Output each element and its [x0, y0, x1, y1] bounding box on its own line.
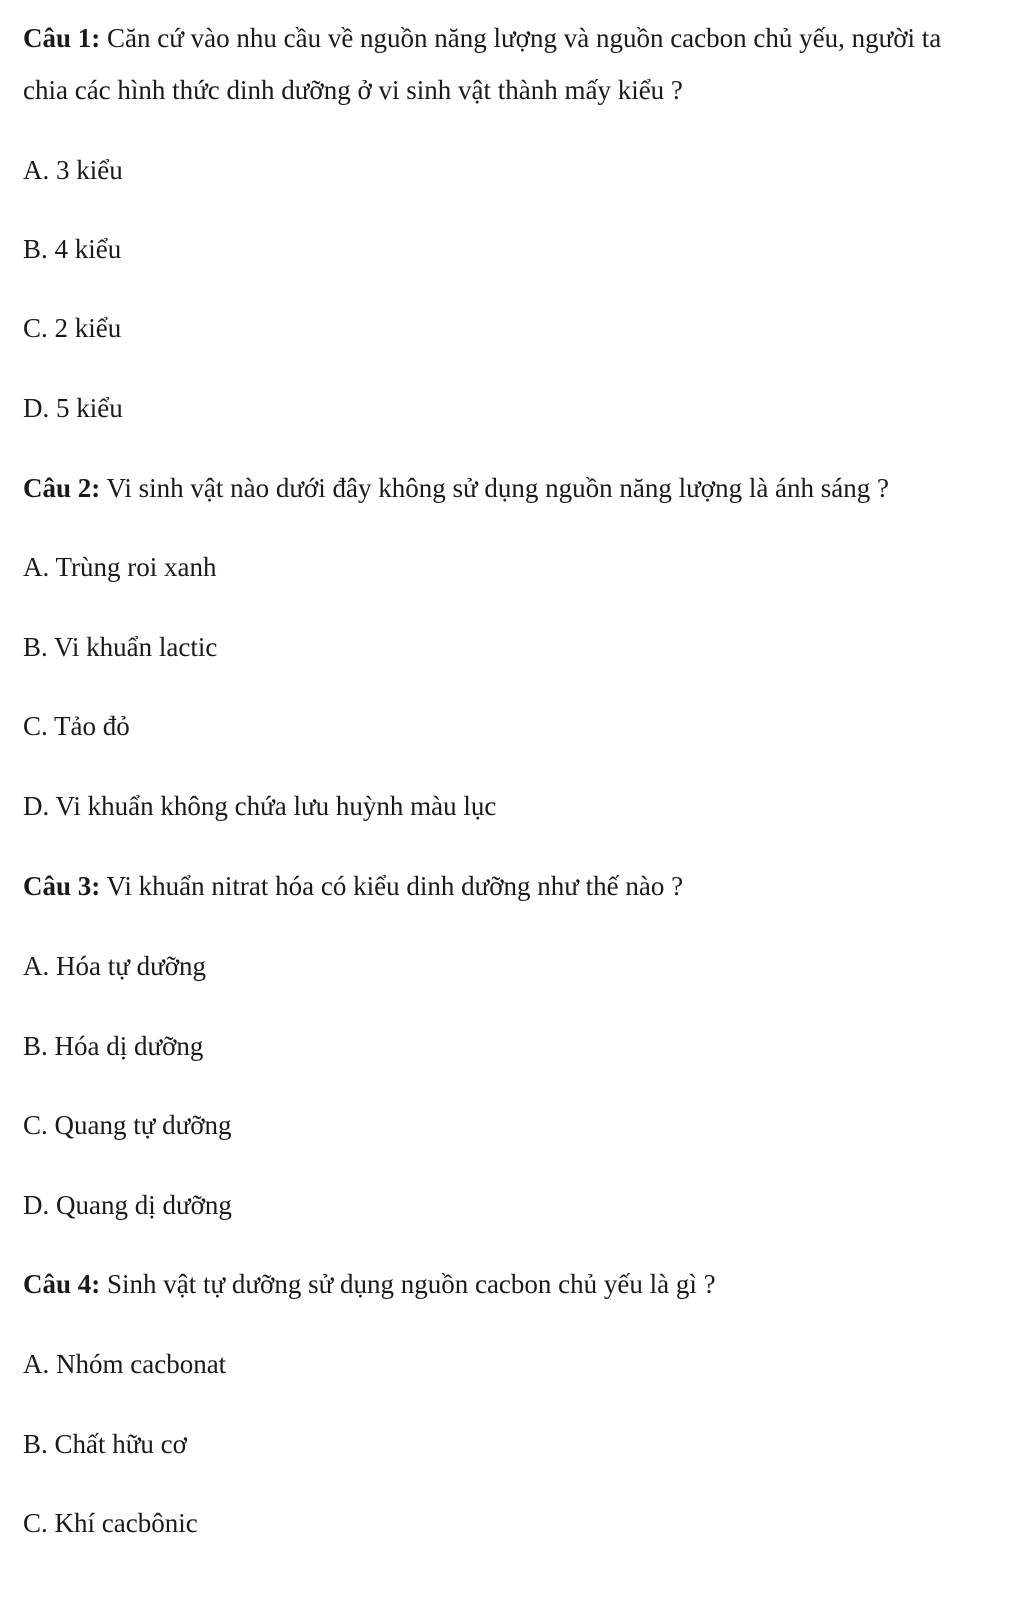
question-3-option-b: B. Hóa dị dưỡng: [23, 1031, 204, 1061]
question-1-label: Câu 1:: [23, 23, 101, 53]
question-1-text: Căn cứ vào nhu cầu về nguồn năng lượng và nguồn cacbon chủ yếu, người ta: [100, 23, 942, 53]
question-3-text: Vi khuẩn nitrat hóa có kiểu dinh dưỡng như thế nào ?: [100, 871, 684, 901]
question-3-line-1: [23, 870, 683, 902]
question-1-option-d: D. 5 kiểu: [23, 393, 123, 423]
question-2-option-c: C. Tảo đỏ: [23, 711, 130, 741]
question-4-text: Sinh vật tự dưỡng sử dụng nguồn cacbon chủ yếu là gì ?: [100, 1269, 716, 1299]
question-2-option-b: B. Vi khuẩn lactic: [23, 632, 218, 662]
question-4-label: Câu 4:: [23, 1269, 101, 1299]
question-4-line-1: [23, 1268, 716, 1300]
question-1-option-b: B. 4 kiểu: [23, 234, 122, 264]
question-2-label: Câu 2:: [23, 473, 101, 503]
question-3-option-a: A. Hóa tự dưỡng: [23, 951, 207, 981]
question-3-option-d: D. Quang dị dưỡng: [23, 1190, 232, 1220]
question-1-option-a: A. 3 kiểu: [23, 155, 123, 185]
question-4-option-c: C. Khí cacbônic: [23, 1508, 198, 1538]
question-2-text: Vi sinh vật nào dưới đây không sử dụng nguồn năng lượng là ánh sáng ?: [100, 473, 890, 503]
question-3-option-c: C. Quang tự dưỡng: [23, 1110, 232, 1140]
question-4-option-a: A. Nhóm cacbonat: [23, 1349, 227, 1379]
question-1-line-1: [23, 22, 941, 54]
question-2-option-d: D. Vi khuẩn không chứa lưu huỳnh màu lục: [23, 791, 497, 821]
question-2-option-a: A. Trùng roi xanh: [23, 552, 217, 582]
question-1-option-c: C. 2 kiểu: [23, 313, 122, 343]
question-1-line-2: chia các hình thức dinh dưỡng ở vi sinh vật thành mấy kiểu ?: [23, 75, 683, 105]
question-4-option-b: B. Chất hữu cơ: [23, 1429, 187, 1459]
question-2-line-1: [23, 472, 889, 504]
question-3-label: Câu 3:: [23, 871, 101, 901]
